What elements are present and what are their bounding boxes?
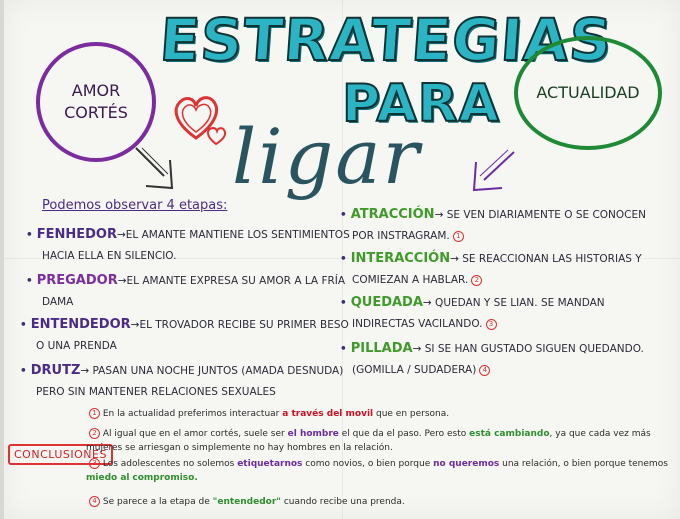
conclusion-text: Se parece a la etapa de [102, 497, 210, 507]
conclusion-2 [86, 428, 674, 455]
conclusion-1 [86, 408, 666, 422]
poster [4, 0, 680, 519]
actualidad-label: ACTUALIDAD [536, 83, 640, 103]
conclusion-text: una relación, o bien porque tenemos [502, 459, 668, 469]
phase-keyword: INTERACCIÓN [350, 251, 451, 266]
amor-cortes-label-1: AMOR [71, 81, 121, 101]
conclusion-number: 1 [89, 408, 100, 419]
conclusion-highlight: está cambiando [469, 429, 550, 439]
stage-fenhedor: • FENHEDOR→EL AMANTE MANTIENE LOS SENTIMIENTOS HACIA ELLA EN SILENCIO. [26, 227, 350, 262]
stage-keyword: DRUTZ [30, 363, 81, 378]
phase-number: 3 [486, 319, 497, 330]
phase-line-2: INDIRECTAS VACILANDO. [352, 317, 483, 330]
conclusions-label: CONCLUSIONES [8, 444, 113, 465]
conclusion-4 [86, 496, 666, 510]
stage-line-1: → PASAN UNA NOCHE JUNTOS (AMADA DESNUDA) [80, 365, 344, 377]
title-line-1: ESTRATEGIAS [157, 6, 615, 74]
conclusion-text: , ya que cada vez más mujeres [86, 429, 651, 453]
conclusion-text: Al igual que en el amor cortés, suele ser [102, 429, 285, 439]
conclusion-highlight: compromiso. [132, 472, 198, 483]
stage-pregador: • PREGADOR→EL AMANTE EXPRESA SU AMOR A LA FRÍA DAMA [26, 273, 346, 308]
phase-interaccion: • INTERACCIÓN→ SE REACCIONAN LAS HISTORIAS Y COMIEZAN A HABLAR. 2 [340, 251, 642, 286]
stage-keyword: FENHEDOR [36, 227, 117, 242]
arrow-down-left-icon [466, 148, 518, 198]
conclusion-text: En la actualidad preferimos interactuar [102, 409, 280, 419]
stage-keyword: ENTENDEDOR [30, 317, 131, 332]
phase-line-2: (GOMILLA / SUDADERA) [352, 363, 477, 376]
phase-number: 4 [479, 365, 490, 376]
phase-pillada: • PILLADA→ SI SE HAN GUSTADO SIGUEN QUEDANDO. (GOMILLA / SUDADERA) 4 [340, 341, 644, 376]
conclusion-3 [86, 458, 674, 485]
phase-keyword: QUEDADA [350, 295, 423, 310]
phase-line-2: COMIEZAN A HABLAR. [352, 273, 469, 286]
title-line-3: ligar [232, 112, 421, 201]
conclusion-text: que en persona. [375, 409, 450, 419]
phase-number: 2 [471, 275, 482, 286]
amor-cortes-label-2: CORTÉS [64, 103, 128, 122]
conclusion-text: como novios, o bien porque [305, 459, 431, 469]
phase-line-1: → SI SE HAN GUSTADO SIGUEN QUEDANDO. [412, 343, 644, 355]
phase-keyword: PILLADA [350, 341, 413, 356]
stage-entendedor: • ENTENDEDOR→EL TROVADOR RECIBE SU PRIMER BESO O UNA PRENDA [20, 317, 349, 352]
phase-line-2: POR INSTRAGRAM. [352, 229, 450, 242]
conclusion-highlight: no queremos [433, 459, 500, 469]
stage-keyword: PREGADOR [36, 273, 118, 288]
title-line-2: PARA [342, 74, 500, 134]
actualidad-circle [514, 36, 662, 150]
stage-line-2: PERO SIN MANTENER RELACIONES SEXUALES [36, 385, 276, 398]
stage-drutz: • DRUTZ→ PASAN UNA NOCHE JUNTOS (AMADA DESNUDA) PERO SIN MANTENER RELACIONES SEXUALES [20, 363, 344, 398]
stage-line-1: →EL AMANTE EXPRESA SU AMOR A LA FRÍA [117, 275, 346, 287]
stage-line-1: →EL TROVADOR RECIBE SU PRIMER BESO [130, 319, 349, 331]
phase-number: 1 [453, 231, 464, 242]
stage-line-2: HACIA ELLA EN SILENCIO. [42, 249, 177, 262]
conclusion-highlight: miedo al [86, 472, 130, 483]
arrow-down-right-icon [132, 144, 182, 196]
stages-subtitle: Podemos observar 4 etapas: [42, 198, 228, 213]
conclusion-text: el que da el paso. Pero esto [341, 429, 467, 439]
conclusion-highlight: etiquetarnos [237, 459, 303, 469]
stage-line-1: →EL AMANTE MANTIENE LOS SENTIMIENTOS [116, 229, 350, 241]
phase-line-1: → SE VEN DIARIAMENTE O SE CONOCEN [434, 209, 646, 221]
conclusion-text: se arriesgan o simplemente no hay hombres en la relación. [125, 442, 393, 453]
conclusion-highlight: "entendedor" [212, 497, 281, 507]
conclusion-number: 2 [89, 428, 100, 439]
phase-quedada: • QUEDADA→ QUEDAN Y SE LIAN. SE MANDAN INDIRECTAS VACILANDO. 3 [340, 295, 605, 330]
stage-line-2: O UNA PRENDA [36, 339, 117, 352]
hearts-icon [170, 88, 230, 148]
phase-keyword: ATRACCIÓN [350, 207, 435, 222]
conclusion-highlight: el hombre [287, 429, 339, 439]
conclusion-number: 4 [89, 496, 100, 507]
conclusion-text: Los adolescentes no solemos [102, 459, 235, 469]
conclusion-text: cuando recibe una prenda. [283, 497, 405, 507]
conclusion-highlight: a través del movil [282, 409, 374, 419]
stage-line-2: DAMA [42, 295, 74, 308]
phase-line-1: → SE REACCIONAN LAS HISTORIAS Y [450, 253, 642, 265]
conclusion-number: 3 [89, 458, 100, 469]
phase-line-1: → QUEDAN Y SE LIAN. SE MANDAN [422, 297, 605, 309]
phase-atraccion: • ATRACCIÓN→ SE VEN DIARIAMENTE O SE CONOCEN POR INSTRAGRAM. 1 [340, 207, 646, 242]
